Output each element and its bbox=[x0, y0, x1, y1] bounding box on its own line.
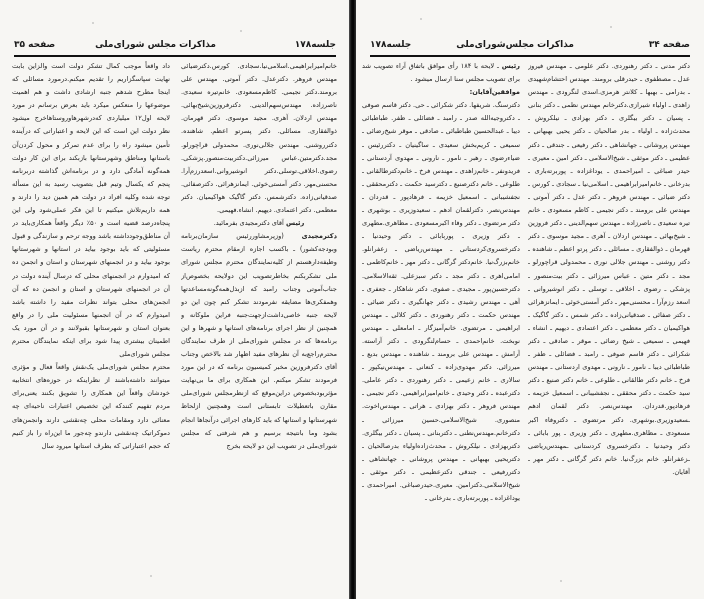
running-title: مذاکرات مجلس شورای‌ملی bbox=[95, 40, 216, 50]
vote-result-line bbox=[362, 60, 520, 86]
voters-subheading: موافقین‌آقایان: bbox=[469, 88, 520, 97]
right-page-outer-column bbox=[528, 60, 690, 492]
header-rule bbox=[370, 55, 690, 57]
session-label: جلسه۱۷۸ bbox=[294, 40, 336, 50]
header-rule bbox=[14, 55, 336, 57]
running-title: مذاکرات مجلس‌شورای‌ملی bbox=[456, 40, 574, 50]
right-page bbox=[356, 0, 704, 599]
page-number: صفحه ۳۵ bbox=[14, 40, 56, 50]
attendees-paragraph: خانم‌امیرابراهیمی.اسلامی‌نیا.سجادی. کورس.دکترضیائی مهندس فروهر. دکترعدل. دکتر آموتی. مهندس علی برومند.دکتر نجیمی. کاظم‌مسعودی. خانم‌تیره سعیدی. ناصرزاده. مهندس‌سهم‌الدینی. دکترفروزین‌شیخ‌بهائی. مهندس اردلان. آهری. مجید موسوی. دکتر قهرمان. ذوالفقاری. مسائلی. دکتر پسرتو اعظم. شاهنده. دکترروشنی. مهندس جلالی‌نوری. محمدولی قراچورلو. مجد.دکترمتین.عباس میرزائی.دکتربیت‌منصور.پزشکی. رضوی.اخلاقی.توسلی.دکتر انوشیروانی.اسعدرزم‌آرا. محسنی‌مهر. دکتر آمستی‌خوئی. ایمانزهرائی. دکترصفائی. صدقیانی‌زاده. دکترشمس. دکتر گاگیک هواکیمیان. دکتر معظمی. دکتر اعتمادی. دیهیم. انشاء.فهیمی. bbox=[181, 62, 337, 215]
scan-speckle bbox=[92, 22, 94, 24]
voters-list: دکترسنگ. شریفها. دکتر شکرائی ـ حی. دکتر قاسم صوفی ـ دکتروجیه‌الله صدر ـ رامبد ـ فضائلی ـ ظفر. طباطبائی دیبا ـ عبدالحسین طباطبائی ـ صادقی ـ موقر شیخ‌رضائی ـ سمیعی ـ کریم‌بخش سعیدی ـ ساگینیان ـ دکتررئیس ـ ضیاءرضوی ـ رهبر ـ نامور ـ نارونی ـ مهدوی آردستانی ـ فریدونفر ـ خانم‌زاهدی ـ مهندس فرخ ـ خانم‌دکترطالقانی ـ طلوعی ـ خانم دکترصنیع ـ دکترسید حکمت ـ دکترمحققی ـ نجفشیبانی ـ اسمعیل خزیمه ـ فرهادپور ـ قدردان ـ مهندس‌نصر. دکترلقمان ادهم ـ سعیدوزیری ـ بوشهری ـ دکتر مرتضوی ـ دکتر وفاء اکبرمسعودی ـ مظاهری.مطهری ـ دکتر وزیری ـ پوربابائی ـ دکتر وحیدنیا ـ دکترخسروی‌کردستانی ـ مهندس‌ریاضی ـ زعفرانلو. خانم‌بزرگ‌نیا. خانم‌دکتر گرگانی ـ دکتر مهر ـ خانم‌کاظمی ـ امامی‌اهری ـ دکتر مجد ـ دکتر سبزعلی. ثقه‌الاسلامی. دکترحسین‌پور ـ مجیدی ـ صفوی. دکتر شاهکار ـ جعفری ـ آهی ـ مهندس رشیدی ـ دکتر جهانگیری ـ دکتر ضیائی ـ مهندس حکمت ـ دکتر رهنوردی ـ دکتر کلالی ـ مهندس ابراهیمی ـ مرتضوی. خانم‌آمیزگار ـ امامعلی ـ مهندس نوبخت. خانم‌احمدی ـ حسام‌لنگرودی ـ دکتر آراسته. آرامش ـ مهندس علی برومند ـ شاهنده ـ مهندس بدیع ـ میرزائی. دکتر مهدوی‌زاده ـ کنعانی ـ مهندس‌نیکپور ـ سالاری ـ خانم زعیمی ـ دکتر رهنوردی ـ دکتر عاملی. دکترعبده ـ دکتر وحیدی ـ خانم‌امیرابراهیمی. دکتر نجیمی ـ مهندس فروهر ـ دکتر بهزادی ـ هراتی ـ مهندس‌اخوت. منصوری. شیخ‌الاسلامی.حسین میرزائی ـ دکترخانم.مهندس‌نطنی ـ دکتربنانی ـ پسیان ـ دکتر بیگلری. دکتربهزادی ـ نیلکروش ـ محدث‌زاده‌اولیاء بدرصالحیان ـ دکتریحیی بهبهانی ـ مهندس پروشانی ـ جهانشاهی ـ دکتررفیعی ـ جندقی دکترعظیمی ـ دکتر موثقی ـ شیخ‌الاسلامی.دکترامین. معیری.حیدرصباغی. امیراحمدی ـ یوداغزاده ـ پوربرته‌باری ـ بدرخانی ـ bbox=[362, 101, 520, 503]
voters-list-continued: دکتر مدنی ـ دکتر رهنوردی. دکتر علومی ـ مهندس فیروز عدل ـ مصطفوی ـ حیدرقلی برومند. مهندس احتشام‌شهیدی ـ بدرامی ـ بهبها ـ کلانتر هرمزی.اسدی لنگرودی ـ مهندس زاهدی ـ اولیاء شیرازی.دکترخانم مهندس نظمی ـ دکتر بنانی ـ پسیان ـ دکتر بیگلری ـ دکتر بهزادی ـ نیلکروش ـ محدث‌زاده ـ اولیاء ـ بدر صالحیان ـ دکتر یحیی بهبهانی ـ مهندس پروشانی ـ جهانشاهی ـ دکتر رفیعی ـ جندقی ـ دکتر عظیمی ـ دکتر موثقی ـ شیخ‌الاسلامی ـ دکتر امین ـ معیری ـ حیدر صباغی ـ امیراحمدی ـ یوداغزاده ـ پوربرته‌باری ـ بدرخانی ـ خانم‌امیرابراهیمی ـ اسلامی‌نیا ـ سجادی ـ کورس ـ دکتر ضیائی ـ مهندس فروهر ـ دکتر عدل ـ دکتر آموتی ـ مهندس علی برومند ـ دکتر نجیمی ـ کاظم مسعودی ـ خانم تیره سعیدی ـ ناصرزاده ـ مهندس سهم‌الدینی ـ دکتر فروزین ـ شیخ‌بهائی ـ مهندس اردلان ـ آهری ـ مجید موسوی ـ دکتر قهرمان ـ ذوالفقاری ـ مسائلی ـ دکتر پرتو اعظم ـ شاهنده ـ دکتر روشنی ـ مهندس جلالی نوری ـ محمدولی قراچورلو ـ مجد ـ دکتر متین ـ عباس میرزائی ـ دکتر بیت‌منصور ـ پزشکی ـ رضوی ـ اخلاقی ـ توسلی ـ دکتر انوشیروانی ـ اسعد رزم‌آرا ـ محسنی‌مهر ـ دکتر آمستی‌خوئی ـ ایمانزهرائی ـ دکتر صفائی ـ صدقیانی‌زاده ـ دکتر شمس ـ دکتر گاگیک ـ هواکیمیان ـ دکتر معظمی ـ دکتر اعتمادی ـ دیهیم ـ انشاء ـ فهیمی ـ سمیعی ـ شیخ رضائی ـ موقر ـ صادقی ـ دکتر شکرائی ـ دکتر قاسم صوفی ـ رامبد ـ فضائلی ـ ظفر ـ طباطبائی دیبا ـ نامور ـ نارونی ـ مهدوی اردستانی ـ مهندس فرخ ـ خانم دکتر طالقانی ـ طلوعی ـ خانم دکتر صنیع ـ دکتر سید حکمت ـ دکتر محققی ـ نجفشیبانی ـ اسمعیل خزیمه ـ فرهادپور.قدردان. مهندس‌نصر. دکتر لقمان ادهم ـسعیدوزیری.بوشهری. دکتر مرتضوی ـ دکتروفاء اکبر مسعودی ـ مظاهری.مطهری ـ دکتر وزیری ـ پور بابائی ـ دکتر وحیدنیا ـ دکترخسروی کردستانی ـمهندس‌ریاضی ـزعفرانلو. خانم بزرگ‌نیا. خانم دکتر گرگانی ـ دکتر مهر ـ آقایان. bbox=[528, 62, 690, 476]
speaker-text: آقای دکترمجیدی بفرمائید. bbox=[213, 219, 284, 228]
speech-continuation: داد واقعاً موجب کمال تشکر دولت است والزاین بابت نهایت سپاسگزاریم را تقدیم میکنم.درمورد مسائلی که اینجا مطرح شدهم جنبه ارشادی داشت و هم اهمیت موضوعها را منعکس میکرد باید بعرض برسانم در مورد لایحه اول۱۲ میلیاردی که‌درشهرهاوروستاهاخرج میشود نظر دولت این است که این لایحه و اعتباراتی که درآینده تأمین میشود راه را برای عدم تمرکز و محول کردن‌آن باستانها ومناطق وشهرستانها بازبکند برای این کار دولت همه‌گونه آمادگی دارد و در برنامه‌اش گذاشته دربرنامه پنجم که یکسال وتیم قبل بتصویب رسید به این مسأله توجه شده وکلیه افراد در دولت هم همین دید را دارند و همه داریم‌تلاش میکنیم تا این فکر عملی‌شود ولی این پنجاه‌درصد قضیه است و ۵۰٪ دیگر واقعاً همکاری‌باید در آن مناطق‌وجودداشته باشد ووجه ترحم و سازندگی و قبول مسئولیتی که باید بوجود بیاید در استانها و شهرستانها بوجود بیاید و در انجمنهای شهرستان و استان و انجمن ده که امیدوارم در انجمنهای محلی که درسال آینده دولت در آن در انجمنهای شهرستان و استان و انجمن ده که آن انجمن‌های محلی بتواند نظرات مفید را داشته باشد امیدوارم که در آن انجمنها مسئولیت ملی را در واقع بعنوان استان و شهرستانها بقبولانند و در آن مورد یک اطمینان بیشتری پیدا شود برای اینکه نمایندگان محترم مجلس شورای‌ملی bbox=[12, 62, 170, 359]
speech-intro: (وزیرمشاوررئیس سازمان‌برنامه وبودجه‌کشور) bbox=[181, 232, 337, 254]
speaker-text: ـ لایحه با ۱۸۴ رأی موافق باتفاق آراء تصویب شد برای تصویب مجلس سنا ارسال میشود . bbox=[362, 62, 520, 84]
speaker-line bbox=[181, 217, 337, 230]
speech-text: ـ باکسب اجازه ازمقام محترم ریاست وظیفه‌دارهستم از کلیه‌نمایندگان محترم مجلس شورای ملی تشکربکنم بخاطرتصویب این دولایحه بخصوص‌از جناب‌آموتی وجناب رامبد که از‌بذل‌همه‌گونه‌مساعدتها وهمفکری‌ها مضایقه نفرمودند تشکر کنم چون این دو لایحه جنبه خاصی‌داشت‌ازجهت‌جنبه فراین ملوکانه و همچنین از نظر اجرای برنامه‌های استانها و شهرها و این برنامه‌ها که در مجلس شورای‌ملی از طرف نمایندگان محترم‌راجع‌به آن نظرهای مفید اظهار شد بالاخص وجناب آقای دکترفروزین مخبر کمیسیون برنامه که در این مورد فرمودند تشکر میکنم. این همکاری برای ما بی‌نهایت مؤثربودبخصوص دراین‌موقع که ازنظرمجلس شورای‌ملی مقارن باتعطیلات تابستانی است وهمچنین ازلحاظ شهرستانها و استانها که باید کارهای اجرائی درآنجاها انجام بشود وما بانتیجه برسیم و هم شرفتی که مجلس شورای‌ملی در تصویب این دو لایحه بخرج bbox=[181, 245, 337, 450]
left-page-inner-column bbox=[181, 60, 337, 580]
speech-speaker: دکترمجیدی bbox=[301, 232, 337, 241]
speaker-name: رئیس bbox=[286, 219, 305, 228]
scan-speckle bbox=[240, 30, 242, 32]
scan-speckle bbox=[420, 18, 422, 20]
scan-speckle bbox=[610, 26, 612, 28]
speech-continuation-2: محترم مجلس شورای‌ملی یک‌نقش واقعاً فعال و مؤثری میتوانند داشته‌باشند از نظراینکه در حوزه‌های انتخابیه خودشان واقعاً این همکاری را تشویق بکنند یعنی‌برای مردم تفهیم کنندکه این تخصیص اعتبارات ناحیه‌ای چه معنائی دارد ومقامات محلی چه‌نقشی دارند وانجمن‌های دموکراتیک چه‌نقشی دارند‌و چه‌جور ما این‌راه را باز کنیم که حجم اعتباراتی که بطرف استانها میرود سال bbox=[12, 363, 170, 450]
session-label: جلسه۱۷۸ bbox=[370, 40, 412, 50]
left-page bbox=[0, 0, 350, 599]
left-page-header bbox=[14, 40, 336, 54]
page-number: صفحه ۳۴ bbox=[648, 40, 690, 50]
speech-paragraph bbox=[181, 230, 337, 453]
scan-speckle bbox=[150, 575, 152, 577]
page-spine-divider bbox=[349, 0, 356, 599]
scan-speckle bbox=[560, 580, 562, 582]
speaker-name: رئیس bbox=[501, 62, 520, 70]
left-page-outer-column bbox=[12, 60, 170, 580]
right-page-inner-column bbox=[362, 60, 520, 532]
right-page-header bbox=[370, 40, 690, 54]
